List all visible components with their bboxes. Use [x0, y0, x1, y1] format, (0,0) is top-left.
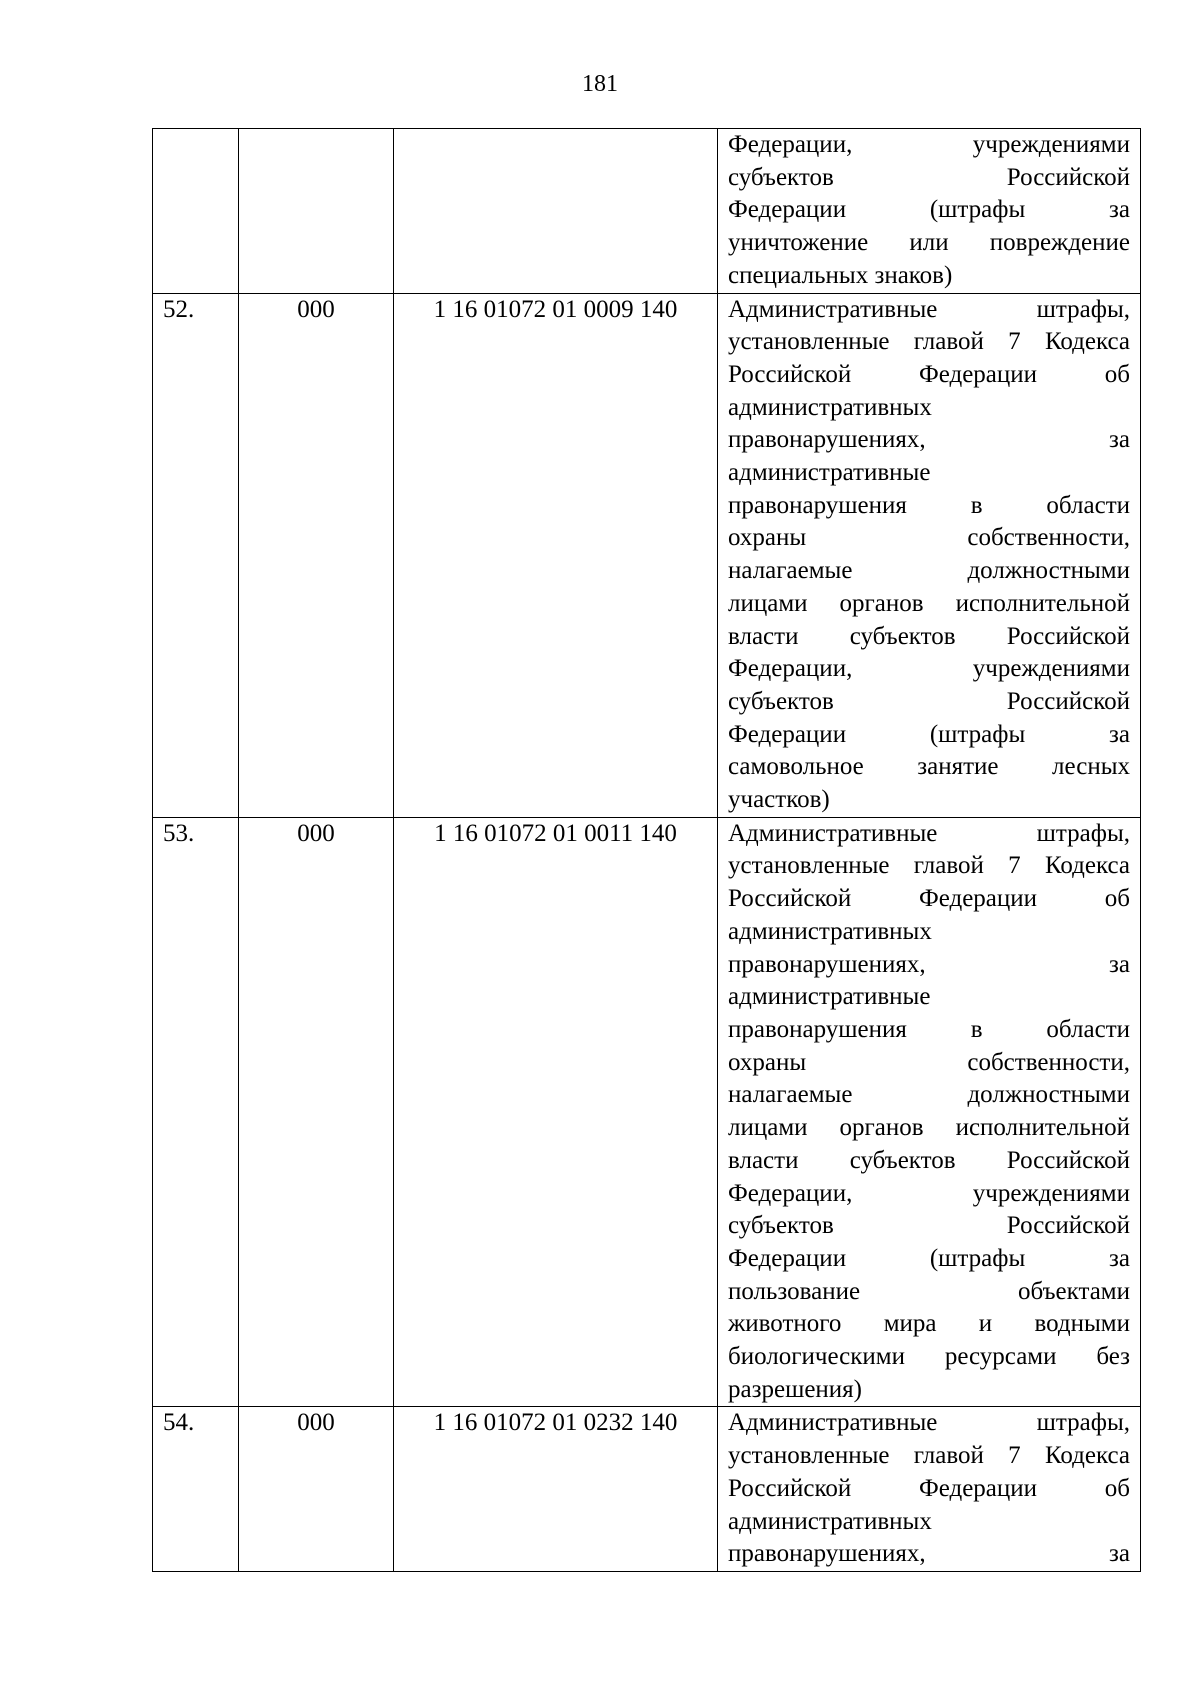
description-line: Федерации (штрафы за: [728, 1244, 1130, 1272]
description-line: субъектов Российской: [728, 1212, 1130, 1240]
description-cell: [718, 129, 1141, 294]
description-line: налагаемые должностными: [728, 557, 1130, 585]
description-line: правонарушениях, за: [728, 1540, 1130, 1568]
description-line: правонарушения в области: [728, 1015, 1130, 1043]
description-line: участков): [728, 786, 830, 814]
description-line: правонарушения в области: [728, 491, 1130, 519]
description-line: лицами органов исполнительной: [728, 1114, 1130, 1142]
description-line: Российской Федерации об: [728, 885, 1130, 913]
chapter-code-cell: 000: [239, 293, 394, 817]
row-number-cell: 52.: [153, 293, 239, 817]
description-line: Федерации, учреждениями: [728, 655, 1130, 683]
chapter-code-cell: 000: [239, 1407, 394, 1572]
description-line: биологическими ресурсами без: [728, 1343, 1130, 1371]
description-line: административных: [728, 1507, 932, 1535]
description-line: лицами органов исполнительной: [728, 589, 1130, 617]
description-line: власти субъектов Российской: [728, 1146, 1130, 1174]
chapter-code-cell: 000: [239, 817, 394, 1407]
description-line: Федерации, учреждениями: [728, 1179, 1130, 1207]
description-line: разрешения): [728, 1375, 862, 1403]
description-line: охраны собственности,: [728, 524, 1130, 552]
description-line: самовольное занятие лесных: [728, 753, 1130, 781]
description-line: специальных знаков): [728, 261, 953, 289]
description-line: субъектов Российской: [728, 163, 1130, 191]
description-line: животного мира и водными: [728, 1310, 1130, 1338]
description-line: Административные штрафы,: [728, 819, 1130, 847]
description-line: пользование объектами: [728, 1277, 1130, 1305]
description-line: Административные штрафы,: [728, 295, 1130, 323]
table-row: [153, 1407, 1141, 1572]
description-line: уничтожение или повреждение: [728, 229, 1130, 257]
description-line: субъектов Российской: [728, 687, 1130, 715]
description-line: административные: [728, 983, 931, 1011]
description-line: установленные главой 7 Кодекса: [728, 328, 1130, 356]
description-line: правонарушениях, за: [728, 426, 1130, 454]
page-number: 181: [582, 71, 618, 97]
revenue-code-cell: [394, 129, 718, 294]
revenue-code-cell: 1 16 01072 01 0009 140: [394, 293, 718, 817]
description-line: Российской Федерации об: [728, 1474, 1130, 1502]
revenue-code-cell: 1 16 01072 01 0011 140: [394, 817, 718, 1407]
description-line: Федерации, учреждениями: [728, 131, 1130, 158]
description-line: Федерации (штрафы за: [728, 196, 1130, 224]
table-row: [153, 817, 1141, 1407]
table-row: [153, 129, 1141, 294]
chapter-code-cell: [239, 129, 394, 294]
description-line: установленные главой 7 Кодекса: [728, 1442, 1130, 1470]
description-line: административных: [728, 393, 932, 421]
description-line: административные: [728, 459, 931, 487]
revenue-code-cell: 1 16 01072 01 0232 140: [394, 1407, 718, 1572]
description-line: Административные штрафы,: [728, 1409, 1130, 1437]
description-line: Российской Федерации об: [728, 360, 1130, 388]
description-cell: [718, 817, 1141, 1407]
table-body: [153, 129, 1141, 1572]
description-line: установленные главой 7 Кодекса: [728, 852, 1130, 880]
row-number-cell: 54.: [153, 1407, 239, 1572]
row-number-cell: [153, 129, 239, 294]
description-cell: [718, 293, 1141, 817]
row-number-cell: 53.: [153, 817, 239, 1407]
description-line: налагаемые должностными: [728, 1081, 1130, 1109]
description-line: власти субъектов Российской: [728, 622, 1130, 650]
description-line: охраны собственности,: [728, 1048, 1130, 1076]
table-row: [153, 293, 1141, 817]
description-line: правонарушениях, за: [728, 950, 1130, 978]
budget-codes-table: [152, 128, 1141, 1572]
description-line: Федерации (штрафы за: [728, 720, 1130, 748]
description-line: административных: [728, 917, 932, 945]
description-cell: [718, 1407, 1141, 1572]
